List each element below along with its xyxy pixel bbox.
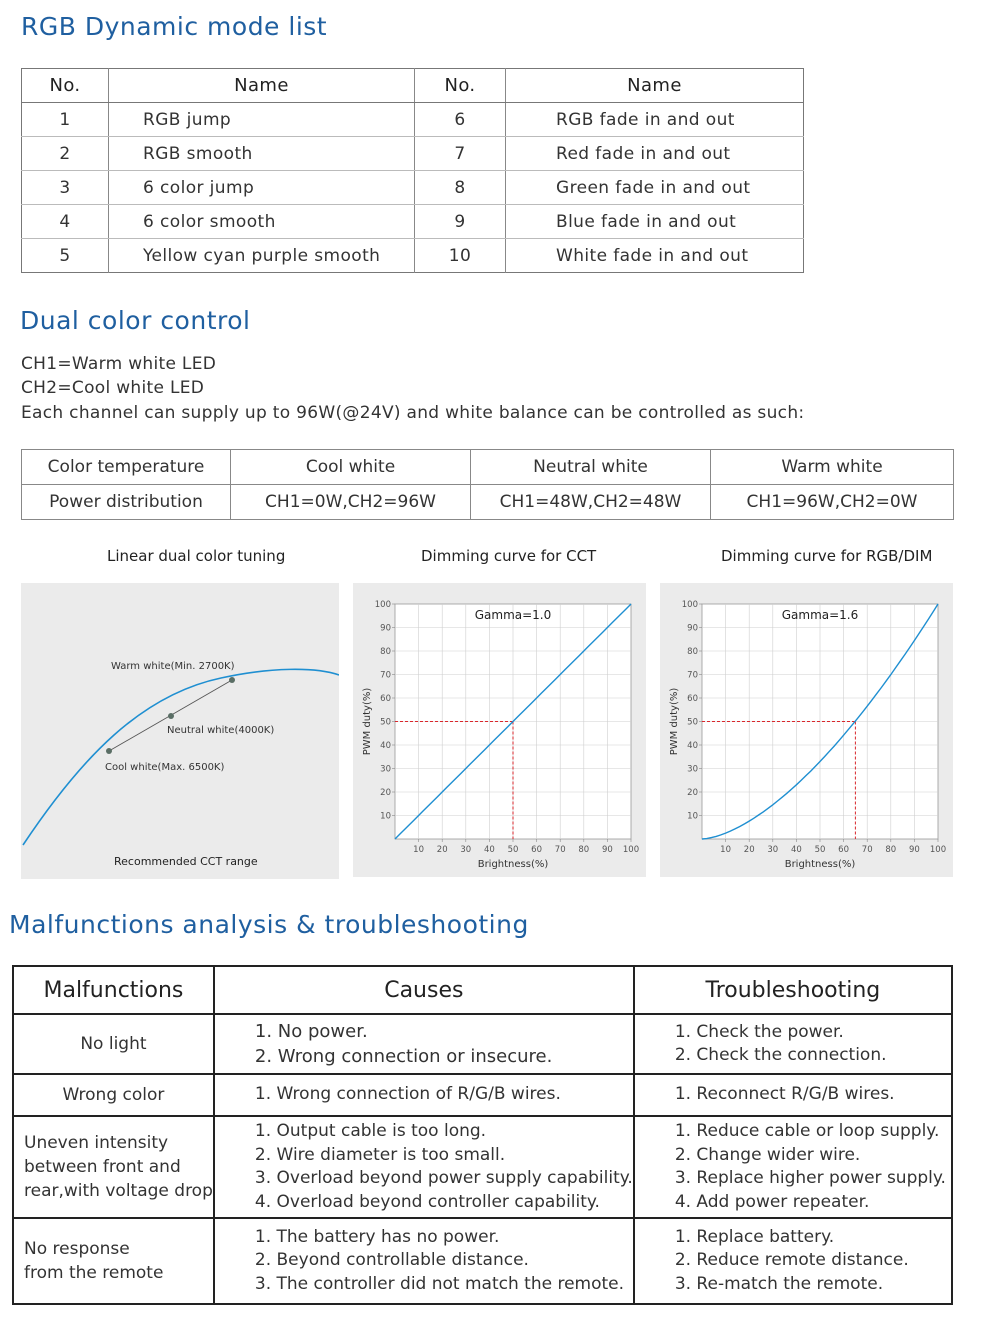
cause-item: 1. The battery has no power. [254,1226,500,1247]
mode-name: RGB fade in and out [506,103,804,137]
x-tick-label: 80 [578,845,590,855]
header-causes: Causes [214,966,634,1014]
mode-number: 5 [22,239,109,273]
fix-item: 1. Reduce cable or loop supply. [674,1121,940,1141]
table-cell: Warm white [711,450,954,485]
mode-name: Green fade in and out [506,171,804,205]
fix-item: 1. Reconnect R/G/B wires. [674,1084,895,1105]
mode-name: Yellow cyan purple smooth [109,239,415,273]
linear-tuning-panel [21,583,339,879]
table-row [22,485,954,520]
cct-curve-panel [353,583,646,877]
table-row [22,239,804,273]
x-tick-label: 60 [531,845,543,855]
table-header-row [22,69,804,103]
rgb-mode-table [21,68,804,273]
header-name: Name [506,69,804,103]
rgb-section-title: RGB Dynamic mode list [21,12,328,41]
cause-item: 4. Overload beyond controller capability. [254,1191,600,1212]
y-tick-label: 80 [687,647,698,657]
fix-item: 2. Reduce remote distance. [674,1250,909,1271]
fixes-cell [634,1074,952,1116]
malfunction-cell [13,1218,214,1304]
white-balance-table [21,449,954,520]
x-tick-label: 40 [483,845,495,855]
malfunction-text: Uneven intensity [24,1133,169,1153]
fix-item: 1. Check the power. [674,1021,844,1042]
table-row [22,205,804,239]
malfunctions-section-title: Malfunctions analysis & troubleshooting [9,910,529,939]
cause-item: 1. No power. [254,1021,368,1042]
header-no: No. [22,69,109,103]
x-tick-label: 90 [601,845,613,855]
cool-white-label: Cool white(Max. 6500K) [105,762,225,773]
x-tick-label: 30 [767,845,779,855]
y-tick-label: 70 [380,670,391,681]
table-row [22,103,804,137]
warm-white-point [229,677,235,683]
header-troubleshooting: Troubleshooting [634,966,952,1014]
x-tick-label: 10 [720,845,732,855]
cause-item: 3. The controller did not match the remote. [254,1273,625,1294]
y-axis-label: PWM duty(%) [669,687,680,756]
mode-number: 6 [415,103,506,137]
fix-item: 2. Check the connection. [674,1045,887,1065]
y-tick-label: 100 [681,600,698,610]
causes-cell [214,1116,634,1218]
malfunction-text: No light [80,1034,147,1054]
mode-name: RGB jump [109,103,415,137]
linear-tuning-title: Linear dual color tuning [107,547,286,565]
cct-curve [23,669,339,845]
mode-number: 1 [22,103,109,137]
x-tick-label: 90 [908,845,920,855]
fix-item: 1. Replace battery. [674,1226,835,1247]
y-tick-label: 10 [687,811,698,822]
neutral-white-label: Neutral white(4000K) [167,725,275,736]
mode-name: 6 color jump [109,171,415,205]
cct-dimming-chart [353,583,646,877]
malfunction-cell [13,1116,214,1218]
header-no: No. [415,69,506,103]
causes-cell [214,1218,634,1304]
x-tick-label: 20 [436,845,448,855]
mode-number: 4 [22,205,109,239]
channel-1-description: CH1=Warm white LED [21,354,217,374]
table-cell: Cool white [231,450,471,485]
cause-item: 1. Output cable is too long. [254,1121,487,1141]
cct-curve-title: Dimming curve for CCT [421,547,597,565]
y-tick-label: 30 [687,764,698,775]
causes-cell [214,1014,634,1074]
mode-number: 8 [415,171,506,205]
cool-white-point [106,748,112,754]
malfunction-cell [13,1074,214,1116]
x-tick-label: 20 [743,845,755,855]
y-tick-label: 60 [380,694,391,704]
table-cell: CH1=48W,CH2=48W [471,485,711,520]
table-row [13,1074,952,1116]
rgb-dimming-chart [660,583,953,877]
mode-number: 9 [415,205,506,239]
gamma-annotation: Gamma=1.6 [781,608,859,622]
cause-item: 2. Beyond controllable distance. [254,1250,529,1271]
table-cell: CH1=0W,CH2=96W [231,485,471,520]
power-description: Each channel can supply up to 96W(@24V) and white balance can be controlled as such: [21,403,805,423]
y-tick-label: 100 [374,600,391,610]
y-tick-label: 70 [687,670,698,681]
warm-white-label: Warm white(Min. 2700K) [111,661,235,672]
x-tick-label: 70 [554,845,566,855]
x-tick-label: 100 [622,845,640,855]
malfunction-text: rear,with voltage drop [24,1181,213,1201]
x-tick-label: 50 [814,845,826,855]
y-tick-label: 40 [380,741,391,751]
cause-item: 2. Wrong connection or insecure. [254,1046,553,1067]
rgb-curve-panel [660,583,953,877]
y-axis-label: PWM duty(%) [362,687,373,756]
fixes-cell [634,1218,952,1304]
x-tick-label: 70 [861,845,873,855]
malfunction-text: No response [24,1239,130,1259]
mode-number: 7 [415,137,506,171]
channel-2-description: CH2=Cool white LED [21,378,205,398]
rgb-curve-title: Dimming curve for RGB/DIM [721,547,933,565]
mode-number: 3 [22,171,109,205]
x-axis-label: Brightness(%) [477,859,549,870]
gamma-annotation: Gamma=1.0 [474,608,552,622]
x-axis-label: Brightness(%) [784,859,856,870]
y-tick-label: 50 [687,717,698,728]
troubleshooting-table [12,965,953,1305]
y-tick-label: 20 [380,788,391,798]
y-tick-label: 40 [687,741,698,751]
dual-section-title: Dual color control [20,306,251,335]
header-malfunctions: Malfunctions [13,966,214,1014]
x-tick-label: 10 [413,845,425,855]
table-cell: CH1=96W,CH2=0W [711,485,954,520]
y-tick-label: 30 [380,764,391,775]
fix-item: 3. Replace higher power supply. [674,1168,946,1188]
fixes-cell [634,1116,952,1218]
x-tick-label: 60 [838,845,850,855]
causes-cell [214,1074,634,1116]
fix-item: 3. Re-match the remote. [674,1273,884,1294]
mode-name: Blue fade in and out [506,205,804,239]
table-row [22,137,804,171]
y-tick-label: 20 [687,788,698,798]
table-cell: Neutral white [471,450,711,485]
header-name: Name [109,69,415,103]
fix-item: 4. Add power repeater. [674,1191,870,1212]
cct-range-label: Recommended CCT range [114,855,258,868]
table-row [22,171,804,205]
x-tick-label: 80 [885,845,897,855]
fix-item: 2. Change wider wire. [674,1144,861,1165]
row-header: Power distribution [22,485,231,520]
y-tick-label: 60 [687,694,698,704]
malfunction-text: Wrong color [62,1085,165,1105]
malfunction-text: from the remote [24,1263,164,1283]
y-tick-label: 50 [380,717,391,728]
y-tick-label: 90 [687,623,698,634]
mode-name: RGB smooth [109,137,415,171]
x-tick-label: 30 [460,845,472,855]
table-row [22,450,954,485]
table-row [13,1116,952,1218]
cause-item: 3. Overload beyond power supply capability. [254,1168,633,1188]
y-tick-label: 10 [380,811,391,822]
table-row [13,1218,952,1304]
x-tick-label: 100 [929,845,947,855]
table-row [13,1014,952,1074]
mode-number: 10 [415,239,506,273]
mode-name: Red fade in and out [506,137,804,171]
mode-number: 2 [22,137,109,171]
y-tick-label: 80 [380,647,391,657]
linear-tuning-diagram [21,583,339,879]
mode-name: 6 color smooth [109,205,415,239]
fixes-cell [634,1014,952,1074]
row-header: Color temperature [22,450,231,485]
neutral-white-point [168,713,174,719]
cause-item: 1. Wrong connection of R/G/B wires. [254,1084,561,1105]
x-tick-label: 50 [507,845,519,855]
mode-name: White fade in and out [556,245,749,266]
y-tick-label: 90 [380,623,391,634]
table-header-row [13,966,952,1014]
x-tick-label: 40 [790,845,802,855]
malfunction-text: between front and [24,1157,181,1177]
malfunction-cell [13,1014,214,1074]
cause-item: 2. Wire diameter is too small. [254,1144,506,1165]
